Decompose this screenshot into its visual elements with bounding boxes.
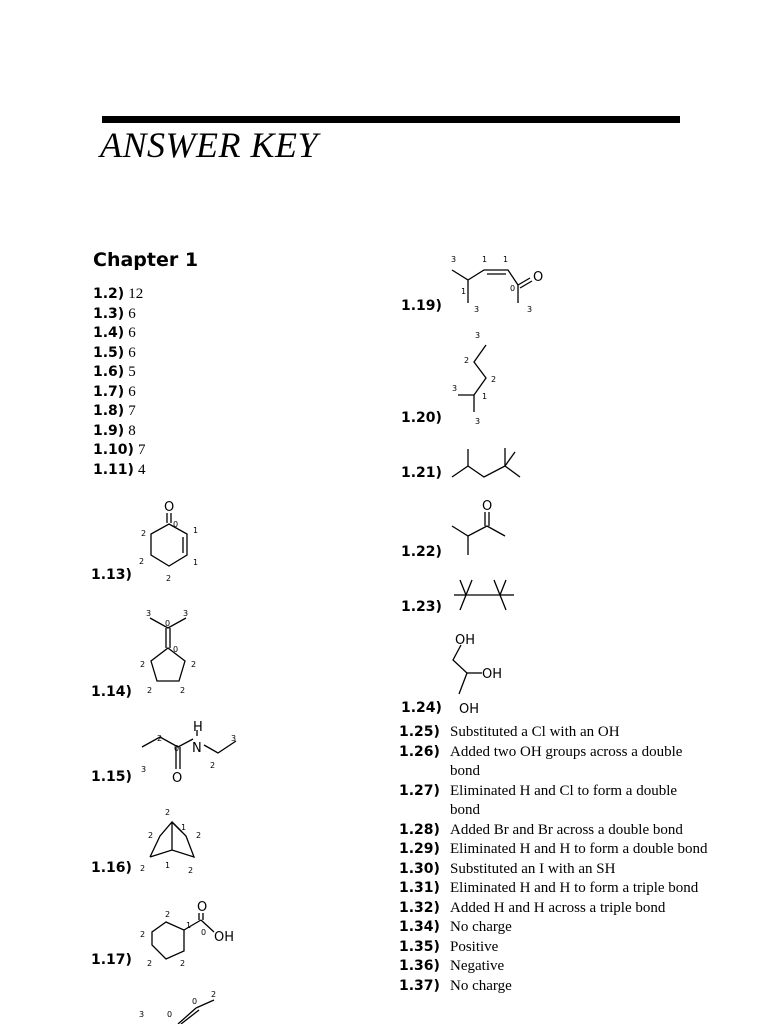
svg-text:3: 3 (474, 305, 480, 314)
answer-label-1-24: 1.24) (401, 700, 442, 716)
svg-text:2: 2 (140, 864, 146, 873)
text-answer-item: 1.34) No charge (399, 919, 512, 935)
svg-text:O: O (533, 270, 544, 285)
svg-text:0: 0 (510, 284, 516, 293)
text-answer-item: 1.31) Eliminated H and H to form a triple bond (399, 880, 699, 896)
svg-text:OH: OH (455, 633, 476, 648)
svg-text:3: 3 (475, 417, 481, 426)
answer-item: 1.3) 6 (93, 305, 136, 322)
svg-text:3: 3 (146, 609, 152, 618)
svg-text:H: H (193, 720, 203, 735)
svg-text:OH: OH (214, 930, 235, 945)
svg-text:2: 2 (188, 866, 194, 875)
svg-text:1: 1 (482, 392, 488, 401)
svg-text:3: 3 (527, 305, 533, 314)
answer-item: 1.4) 6 (93, 325, 136, 341)
text-answer-item: 1.32) Added H and H across a triple bond (399, 899, 666, 916)
answer-item: 1.5) 6 (93, 344, 136, 361)
svg-text:OH: OH (482, 667, 503, 682)
svg-text:2: 2 (464, 356, 470, 365)
svg-text:0: 0 (173, 520, 179, 529)
svg-text:2: 2 (211, 990, 217, 999)
answer-label-1-15: 1.15) (91, 769, 132, 785)
svg-text:2: 2 (180, 959, 186, 968)
answer-item: 1.7) 6 (93, 383, 136, 400)
svg-text:O: O (164, 500, 175, 515)
answer-item: 1.10) 7 (93, 442, 146, 458)
svg-text:N: N (192, 741, 202, 756)
answer-item: 1.2) 12 (93, 286, 144, 302)
svg-text:3: 3 (231, 734, 237, 743)
svg-text:O: O (482, 499, 493, 514)
text-answer-item: 1.30) Substituted an I with an SH (399, 860, 616, 877)
answer-item: 1.9) 8 (93, 422, 136, 439)
svg-text:2: 2 (191, 660, 197, 669)
svg-text:3: 3 (141, 765, 147, 774)
text-answer-item: 1.27) Eliminated H and Cl to form a double bond (399, 782, 678, 818)
svg-text:2: 2 (147, 686, 153, 695)
svg-text:O: O (197, 900, 208, 915)
answer-item: 1.8) 7 (93, 403, 136, 419)
svg-text:1: 1 (503, 255, 509, 264)
svg-text:1: 1 (186, 921, 192, 930)
svg-text:2: 2 (196, 831, 202, 840)
text-answer-item: 1.36) Negative (399, 958, 505, 974)
svg-text:1: 1 (193, 526, 199, 535)
svg-text:O: O (172, 771, 183, 786)
svg-text:2: 2 (140, 660, 146, 669)
text-answer-item: 1.28) Added Br and Br across a double bond (399, 821, 683, 838)
answer-label-1-22: 1.22) (401, 544, 442, 560)
svg-text:2: 2 (210, 761, 216, 770)
svg-text:2: 2 (148, 831, 154, 840)
svg-text:2: 2 (141, 529, 147, 538)
answer-item: 1.11) 4 (93, 461, 146, 478)
svg-text:3: 3 (139, 1010, 145, 1019)
answer-label-1-13: 1.13) (91, 567, 132, 583)
text-answer-list (399, 723, 739, 996)
answer-label-1-21: 1.21) (401, 465, 442, 481)
svg-text:2: 2 (491, 375, 497, 384)
svg-text:0: 0 (174, 744, 180, 753)
answer-label-1-16: 1.16) (91, 860, 132, 876)
text-answer-item: 1.37) No charge (399, 977, 512, 994)
svg-text:1: 1 (461, 287, 467, 296)
svg-text:3: 3 (452, 384, 458, 393)
svg-text:OH: OH (459, 702, 480, 717)
svg-text:3: 3 (183, 609, 189, 618)
svg-text:2: 2 (166, 574, 172, 583)
text-answer-item: 1.29) Eliminated H and H to form a double bond (399, 841, 708, 857)
answer-label-1-14: 1.14) (91, 684, 132, 700)
svg-text:2: 2 (180, 686, 186, 695)
answer-label-1-23: 1.23) (401, 599, 442, 615)
svg-text:2: 2 (147, 959, 153, 968)
svg-text:2: 2 (140, 930, 146, 939)
svg-text:1: 1 (193, 558, 199, 567)
svg-text:3: 3 (475, 331, 481, 340)
svg-text:2: 2 (165, 910, 171, 919)
text-answer-item: 1.26) Added two OH groups across a double bond (399, 743, 683, 779)
text-answer-item: 1.35) Positive (399, 938, 499, 955)
answer-label-1-17: 1.17) (91, 952, 132, 968)
answer-item: 1.6) 5 (93, 364, 136, 380)
svg-text:2: 2 (139, 557, 145, 566)
svg-text:1: 1 (181, 823, 187, 832)
svg-text:1: 1 (165, 861, 171, 870)
answer-label-1-20: 1.20) (401, 410, 442, 426)
svg-text:0: 0 (167, 1010, 173, 1019)
text-answer-item: 1.25) Substituted a Cl with an OH (399, 724, 620, 740)
answer-label-1-19: 1.19) (401, 298, 442, 314)
svg-text:0: 0 (173, 645, 179, 654)
page-title: ANSWER KEY (100, 125, 318, 165)
svg-text:0: 0 (201, 928, 207, 937)
svg-text:0: 0 (192, 997, 198, 1006)
svg-text:0: 0 (165, 619, 171, 628)
svg-text:1: 1 (482, 255, 488, 264)
svg-text:3: 3 (451, 255, 457, 264)
chapter-heading: Chapter 1 (93, 249, 199, 271)
svg-text:2: 2 (165, 808, 171, 817)
svg-text:2: 2 (157, 734, 163, 743)
